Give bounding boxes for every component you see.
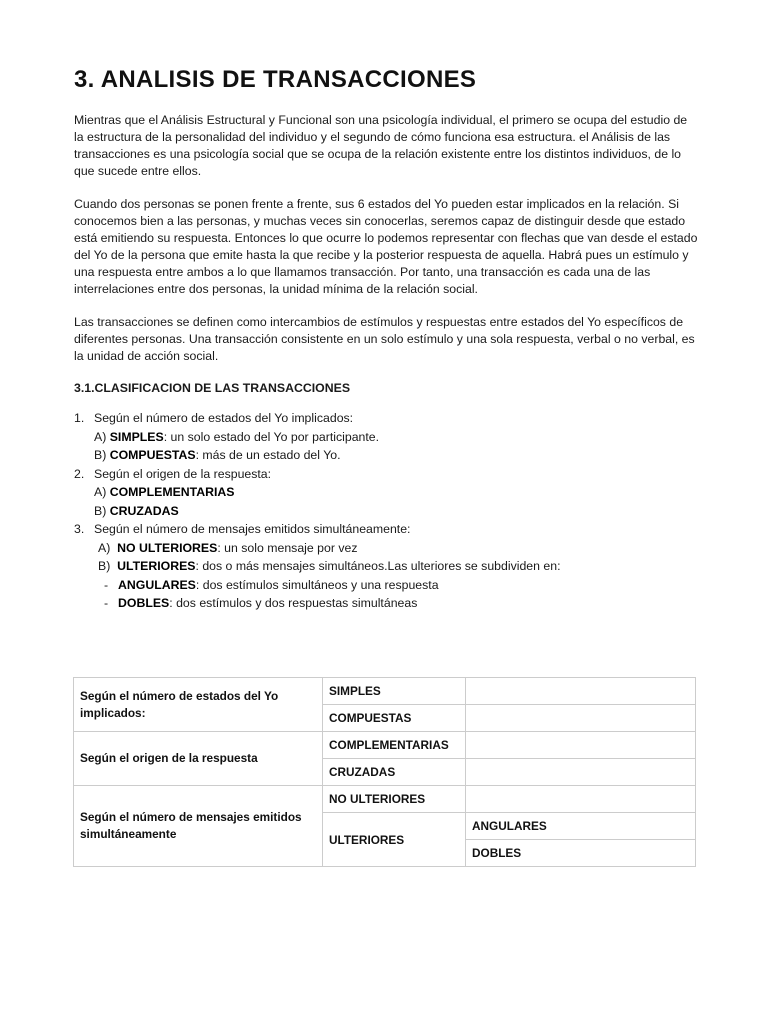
table-cell: NO ULTERIORES bbox=[323, 786, 466, 813]
table-cell: ANGULARES bbox=[466, 813, 696, 840]
sub-item-no-ulteriores: A) NO ULTERIORES: un solo mensaje por vez bbox=[98, 540, 358, 555]
sub-item-ulteriores: B) ULTERIORES: dos o más mensajes simultáneos.Las ulteriores se subdividen en: bbox=[98, 559, 561, 573]
sub-item-simples: A) SIMPLES: un solo estado del Yo por participante. bbox=[94, 429, 380, 444]
dash-item-angulares: - ANGULARES: dos estímulos simultáneos y una respuesta bbox=[104, 577, 439, 592]
table-row bbox=[74, 786, 696, 813]
table-cell-empty bbox=[466, 705, 696, 732]
paragraph-1: Mientras que el Análisis Estructural y Funcional son una psicología individual, el primero se ocupa del estudio de la estructura de la personalidad del individuo y el segundo de cómo funciona esa estructura. el Análisis de las transacciones es una psicología social que se ocupa de la relación existente entre los distintos individuos, de lo que sucede entre ellos. bbox=[74, 113, 688, 178]
table-cell: COMPLEMENTARIAS bbox=[323, 732, 466, 759]
list-number: 1. bbox=[74, 411, 85, 425]
table-row bbox=[74, 732, 696, 759]
classification-list bbox=[74, 409, 699, 613]
list-item-text: Según el número de estados del Yo implicados: bbox=[94, 411, 354, 425]
table-cell: SIMPLES bbox=[323, 678, 466, 705]
table-cell: CRUZADAS bbox=[323, 759, 466, 786]
table-cell-empty bbox=[466, 786, 696, 813]
classification-table bbox=[73, 677, 696, 867]
list-item-text: Según el número de mensajes emitidos simultáneamente: bbox=[94, 522, 411, 536]
table-row bbox=[74, 678, 696, 705]
sub-item-compuestas: B) COMPUESTAS: más de un estado del Yo. bbox=[94, 448, 341, 462]
table-cell: COMPUESTAS bbox=[323, 705, 466, 732]
table-group-label: Según el número de mensajes emitidos simultáneamente bbox=[74, 786, 323, 867]
table-cell-empty bbox=[466, 678, 696, 705]
sub-item-complementarias: A) COMPLEMENTARIAS bbox=[94, 485, 235, 499]
dash-item-dobles: - DOBLES: dos estímulos y dos respuestas simultáneas bbox=[104, 596, 418, 610]
list-number: 2. bbox=[74, 466, 85, 481]
table-cell: DOBLES bbox=[466, 840, 696, 867]
list-item-text: Según el origen de la respuesta: bbox=[94, 466, 272, 481]
table-group-label: Según el número de estados del Yo implicados: bbox=[74, 678, 323, 732]
list-number: 3. bbox=[74, 522, 85, 536]
table-group-label: Según el origen de la respuesta bbox=[74, 732, 323, 786]
table-cell-empty bbox=[466, 732, 696, 759]
page-title: 3. ANALISIS DE TRANSACCIONES bbox=[74, 66, 477, 93]
document-page bbox=[74, 66, 699, 613]
paragraph-3: Las transacciones se definen como intercambios de estímulos y respuestas entre estados del Yo específicos de diferentes personas. Una transacción consistente en un solo estímulo y una sola respuesta, verbal o no verbal, es la unidad de acción social. bbox=[74, 315, 695, 363]
table-cell: ULTERIORES bbox=[323, 813, 466, 867]
paragraph-2: Cuando dos personas se ponen frente a frente, sus 6 estados del Yo pueden estar implicados en la relación. Si conocemos bien a las personas, y muchas veces sin conocerlas, seremos capaz de distinguir desde que estado está emitiendo su respuesta. Entonces lo que ocurre lo podemos representar con flechas que van desde el estado del Yo de la persona que emite hasta la que recibe y la posterior respuesta de aquella. Habrá pues un estímulo y una respuesta entre ambos a lo que llamamos transacción. Por tanto, una transacción es cada una de las interrelaciones entre dos personas, la unidad mínima de la relación social. bbox=[74, 197, 698, 296]
section-title: 3.1.CLASIFICACION DE LAS TRANSACCIONES bbox=[74, 381, 351, 395]
list-item-1 bbox=[74, 409, 699, 465]
table-cell-empty bbox=[466, 759, 696, 786]
sub-item-cruzadas: B) CRUZADAS bbox=[94, 503, 179, 518]
list-item-3 bbox=[74, 520, 699, 613]
list-item-2 bbox=[74, 465, 699, 521]
